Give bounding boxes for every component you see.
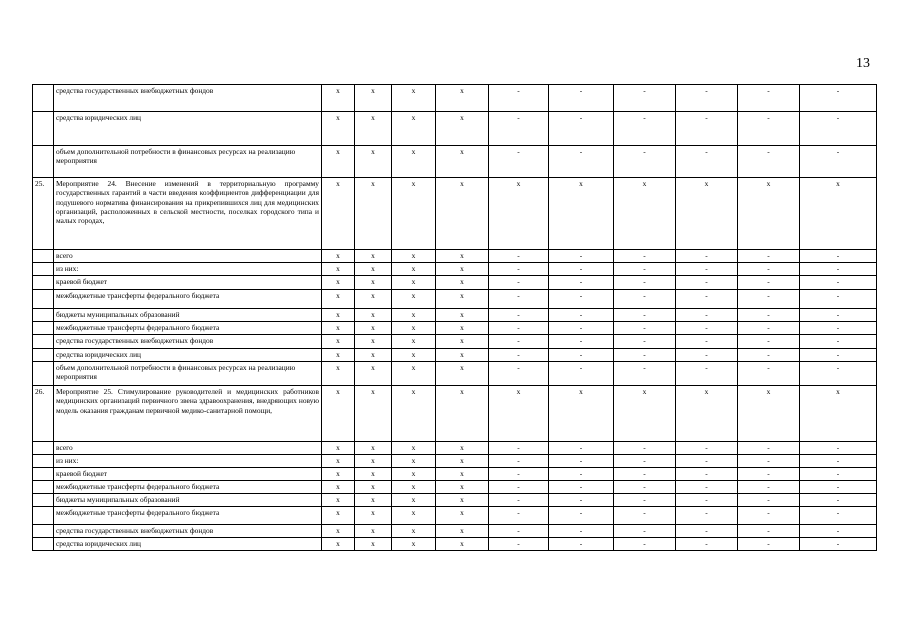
value-cell: х [355,290,392,309]
value-cell: - [800,507,877,525]
value-cell: - [738,322,800,335]
value-cell: - [800,309,877,322]
value-cell: х [392,290,436,309]
row-description-cell: средства юридических лиц [54,538,322,551]
value-cell: х [436,362,489,386]
value-cell: х [322,494,355,507]
page-number: 13 [856,56,870,71]
value-cell: х [392,442,436,455]
value-cell: х [392,146,436,178]
value-cell: х [322,538,355,551]
row-description-cell: всего [54,250,322,263]
table-row [33,276,877,290]
value-cell: - [738,276,800,290]
value-cell: - [614,525,676,538]
row-number-cell [33,494,54,507]
row-description-cell: краевой бюджет [54,468,322,481]
table-row [33,525,877,538]
value-cell: х [392,322,436,335]
value-cell: - [800,525,877,538]
value-cell: - [800,146,877,178]
value-cell: х [676,178,738,250]
row-number-cell: 25. [33,178,54,250]
row-number-cell: 26. [33,386,54,442]
value-cell: - [549,276,614,290]
row-number-cell [33,263,54,276]
value-cell: х [436,146,489,178]
value-cell: х [549,178,614,250]
value-cell: х [322,335,355,349]
value-cell: - [738,335,800,349]
value-cell: - [614,309,676,322]
row-description-cell: объем дополнительной потребности в финансовых ресурсах на реализацию мероприятия [54,146,322,178]
value-cell: - [800,112,877,146]
value-cell: - [614,455,676,468]
table-row [33,442,877,455]
value-cell: - [489,525,549,538]
value-cell: х [355,455,392,468]
value-cell: - [614,335,676,349]
row-number-cell [33,85,54,112]
value-cell: - [489,507,549,525]
value-cell: х [436,250,489,263]
value-cell: - [614,250,676,263]
value-cell: х [392,112,436,146]
value-cell: х [322,442,355,455]
value-cell: - [489,309,549,322]
table-row [33,538,877,551]
value-cell: - [614,322,676,335]
value-cell: х [392,455,436,468]
value-cell: х [322,481,355,494]
row-number-cell [33,146,54,178]
value-cell: х [392,178,436,250]
table-body [33,85,877,551]
row-description-cell: Мероприятие 24. Внесение изменений в территориальную программу государственных гарантий в части введения коэффициентов дифференциации для подушевого норматива финансирования на прикрепившихся лиц для медицинских организаций, расположенных в сельской местности, поселках городского типа и малых городах, [54,178,322,250]
value-cell: - [489,322,549,335]
row-number-cell [33,442,54,455]
value-cell: - [614,468,676,481]
value-cell: х [436,112,489,146]
value-cell: х [392,386,436,442]
value-cell: - [489,290,549,309]
value-cell: х [392,507,436,525]
value-cell: - [489,538,549,551]
value-cell: х [322,507,355,525]
row-number-cell [33,455,54,468]
value-cell: - [614,276,676,290]
row-number-cell [33,468,54,481]
value-cell: х [355,322,392,335]
table-row [33,146,877,178]
value-cell: х [549,386,614,442]
value-cell: х [322,309,355,322]
value-cell: х [800,386,877,442]
value-cell: х [436,442,489,455]
value-cell: х [322,263,355,276]
value-cell: - [614,263,676,276]
value-cell: - [549,322,614,335]
value-cell: х [800,178,877,250]
row-description-cell: межбюджетные трансферты федерального бюджета [54,507,322,525]
table-row [33,178,877,250]
value-cell: х [436,481,489,494]
value-cell: - [676,525,738,538]
value-cell: х [322,525,355,538]
value-cell: х [355,386,392,442]
value-cell: - [676,85,738,112]
value-cell: х [322,250,355,263]
value-cell: х [436,349,489,362]
row-description-cell: из них: [54,263,322,276]
row-number-cell [33,362,54,386]
value-cell: х [322,468,355,481]
value-cell: - [676,146,738,178]
value-cell: х [322,455,355,468]
value-cell: - [800,455,877,468]
row-description-cell: средства государственных внебюджетных фондов [54,335,322,349]
budget-table [32,84,877,551]
value-cell: - [800,85,877,112]
value-cell: х [489,386,549,442]
value-cell: х [436,309,489,322]
value-cell: - [489,468,549,481]
value-cell: - [676,112,738,146]
table-row [33,335,877,349]
value-cell: - [614,481,676,494]
value-cell: - [549,112,614,146]
value-cell: - [549,290,614,309]
value-cell: х [392,335,436,349]
value-cell: х [392,309,436,322]
value-cell: - [614,442,676,455]
value-cell: х [436,85,489,112]
value-cell: х [392,468,436,481]
value-cell: - [614,349,676,362]
value-cell: х [322,85,355,112]
value-cell: - [676,538,738,551]
value-cell: - [614,85,676,112]
value-cell: - [549,494,614,507]
value-cell: - [549,507,614,525]
value-cell: - [549,468,614,481]
table-row [33,250,877,263]
value-cell: - [676,362,738,386]
value-cell: - [676,494,738,507]
value-cell: - [614,362,676,386]
value-cell: - [614,507,676,525]
row-number-cell [33,276,54,290]
row-number-cell [33,538,54,551]
row-description-cell: межбюджетные трансферты федерального бюджета [54,322,322,335]
value-cell: х [436,507,489,525]
row-description-cell: краевой бюджет [54,276,322,290]
value-cell: х [392,525,436,538]
value-cell: х [355,349,392,362]
value-cell: - [489,362,549,386]
value-cell: х [322,146,355,178]
value-cell: х [355,178,392,250]
value-cell: х [436,276,489,290]
value-cell: х [614,178,676,250]
value-cell: х [392,85,436,112]
value-cell: - [614,538,676,551]
value-cell: - [800,276,877,290]
value-cell: - [676,335,738,349]
table-row [33,481,877,494]
row-number-cell [33,309,54,322]
value-cell: х [355,112,392,146]
value-cell: х [436,263,489,276]
value-cell: - [549,525,614,538]
value-cell: х [436,178,489,250]
value-cell: х [392,494,436,507]
row-description-cell: объем дополнительной потребности в финансовых ресурсах на реализацию мероприятия [54,362,322,386]
value-cell: х [322,290,355,309]
value-cell: - [489,85,549,112]
value-cell: х [322,386,355,442]
row-description-cell: из них: [54,455,322,468]
value-cell: - [800,250,877,263]
value-cell: - [614,290,676,309]
value-cell: - [676,442,738,455]
value-cell: - [738,112,800,146]
value-cell: - [738,455,800,468]
row-number-cell [33,525,54,538]
value-cell: - [549,335,614,349]
value-cell: х [355,507,392,525]
value-cell: - [738,290,800,309]
value-cell: - [614,112,676,146]
value-cell: х [436,525,489,538]
value-cell: - [549,309,614,322]
value-cell: х [614,386,676,442]
value-cell: х [436,538,489,551]
value-cell: - [800,468,877,481]
value-cell: - [614,146,676,178]
value-cell: х [436,335,489,349]
row-number-cell [33,507,54,525]
value-cell: - [489,442,549,455]
value-cell: - [549,349,614,362]
table-row [33,362,877,386]
value-cell: х [392,538,436,551]
value-cell: - [549,481,614,494]
value-cell: - [549,85,614,112]
row-description-cell: бюджеты муниципальных образований [54,494,322,507]
value-cell: - [676,276,738,290]
value-cell: х [738,386,800,442]
row-number-cell [33,481,54,494]
value-cell: - [549,263,614,276]
table-row [33,309,877,322]
value-cell: х [392,250,436,263]
value-cell: х [322,322,355,335]
row-description-cell: средства юридических лиц [54,349,322,362]
value-cell: х [355,362,392,386]
value-cell: - [676,309,738,322]
row-number-cell [33,112,54,146]
value-cell: - [676,250,738,263]
value-cell: - [800,538,877,551]
value-cell: - [489,455,549,468]
value-cell: - [738,468,800,481]
value-cell: - [489,146,549,178]
value-cell: - [738,85,800,112]
table-row [33,507,877,525]
value-cell: - [738,494,800,507]
value-cell: - [549,442,614,455]
value-cell: - [549,250,614,263]
value-cell: - [800,442,877,455]
value-cell: - [489,276,549,290]
value-cell: х [355,309,392,322]
value-cell: х [355,85,392,112]
value-cell: - [614,494,676,507]
value-cell: х [322,112,355,146]
value-cell: - [800,349,877,362]
value-cell: - [738,146,800,178]
value-cell: х [355,263,392,276]
value-cell: х [489,178,549,250]
table-row [33,468,877,481]
value-cell: - [676,322,738,335]
table-row [33,455,877,468]
value-cell: - [738,481,800,494]
table-row [33,85,877,112]
value-cell: - [738,525,800,538]
value-cell: х [392,481,436,494]
value-cell: х [436,290,489,309]
row-number-cell [33,290,54,309]
row-description-cell: средства юридических лиц [54,112,322,146]
value-cell: - [489,494,549,507]
value-cell: - [676,507,738,525]
value-cell: - [738,309,800,322]
value-cell: х [738,178,800,250]
value-cell: х [436,386,489,442]
value-cell: - [738,349,800,362]
value-cell: - [800,494,877,507]
row-number-cell [33,250,54,263]
row-number-cell [33,322,54,335]
value-cell: х [436,455,489,468]
value-cell: х [436,322,489,335]
value-cell: - [676,468,738,481]
value-cell: - [800,263,877,276]
value-cell: - [800,335,877,349]
value-cell: - [738,362,800,386]
value-cell: - [549,455,614,468]
value-cell: х [355,538,392,551]
value-cell: - [489,250,549,263]
value-cell: - [549,146,614,178]
value-cell: х [436,494,489,507]
value-cell: - [800,362,877,386]
value-cell: х [392,276,436,290]
table-row [33,494,877,507]
value-cell: - [489,335,549,349]
row-description-cell: межбюджетные трансферты федерального бюджета [54,290,322,309]
value-cell: - [676,349,738,362]
table-row [33,263,877,276]
value-cell: х [355,276,392,290]
value-cell: х [392,349,436,362]
value-cell: х [322,276,355,290]
value-cell: - [676,481,738,494]
value-cell: х [355,335,392,349]
value-cell: х [322,349,355,362]
value-cell: х [355,494,392,507]
value-cell: - [800,481,877,494]
value-cell: х [355,468,392,481]
value-cell: х [392,263,436,276]
value-cell: х [392,362,436,386]
value-cell: - [676,455,738,468]
value-cell: - [800,290,877,309]
row-number-cell [33,335,54,349]
value-cell: - [489,349,549,362]
value-cell: - [489,263,549,276]
value-cell: - [676,263,738,276]
value-cell: - [489,481,549,494]
value-cell: - [549,538,614,551]
value-cell: х [355,146,392,178]
row-description-cell: средства государственных внебюджетных фондов [54,85,322,112]
value-cell: - [549,362,614,386]
row-description-cell: бюджеты муниципальных образований [54,309,322,322]
row-number-cell [33,349,54,362]
value-cell: х [355,250,392,263]
row-description-cell: межбюджетные трансферты федерального бюджета [54,481,322,494]
row-description-cell: Мероприятие 25. Стимулирование руководителей и медицинских работников медицинских организаций первичного звена здравоохранения, внедряющих новую модель оказания гражданам первичной медико-санитарной помощи, [54,386,322,442]
value-cell: - [738,263,800,276]
value-cell: - [738,250,800,263]
row-description-cell: средства государственных внебюджетных фондов [54,525,322,538]
value-cell: х [355,525,392,538]
value-cell: - [738,507,800,525]
value-cell: - [489,112,549,146]
value-cell: х [355,481,392,494]
table-row [33,112,877,146]
value-cell: - [738,538,800,551]
value-cell: х [322,178,355,250]
value-cell: - [800,322,877,335]
table-row [33,290,877,309]
table-row [33,349,877,362]
value-cell: - [676,290,738,309]
row-description-cell: всего [54,442,322,455]
value-cell: - [738,442,800,455]
table-row [33,386,877,442]
value-cell: х [676,386,738,442]
value-cell: х [322,362,355,386]
value-cell: х [436,468,489,481]
value-cell: х [355,442,392,455]
table-row [33,322,877,335]
